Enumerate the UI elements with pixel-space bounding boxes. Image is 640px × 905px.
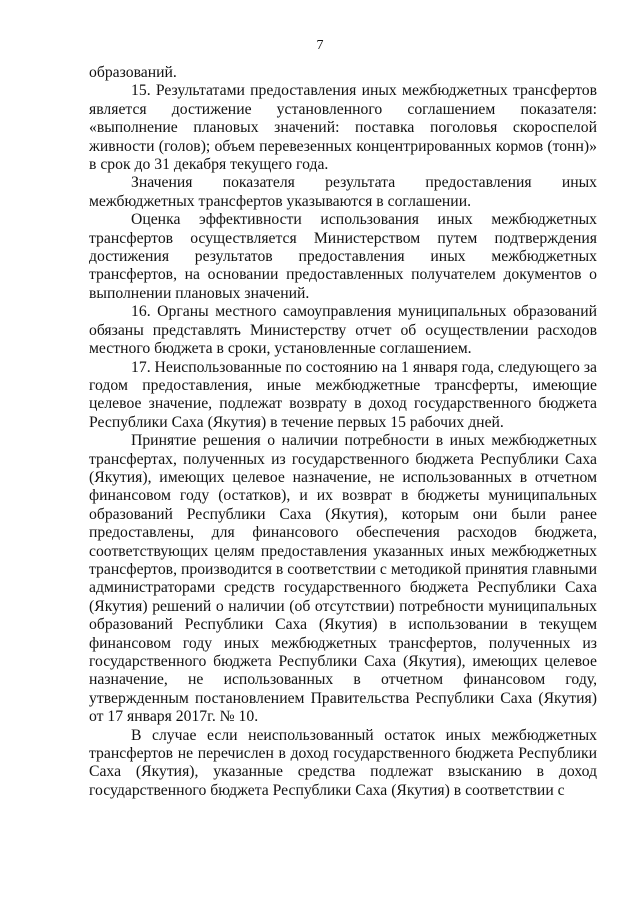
- document-body: [89, 64, 597, 800]
- paragraph-continuation: образований.: [89, 64, 177, 81]
- paragraph-indicator-values: Значения показателя результата предоставления иных межбюджетных трансфертов указываются в соглашении.: [89, 174, 597, 210]
- page-number: 7: [316, 38, 324, 53]
- paragraph-unused-balance: В случае если неиспользованный остаток иных межбюджетных трансфертов не перечислен в доход государственного бюджета Республики Саха (Якутия), указанные средства подлежат взысканию в доход государственного бюджета Республики Саха (Якутия) в соответствии с: [89, 726, 597, 799]
- paragraph-item-17: 17. Неиспользованные по состоянию на 1 января года, следующего за годом предоставления, иные межбюджетные трансферты, имеющие целевое значение, подлежат возврату в доход государственного бюджета Республики Саха (Якутия) в течение первых 15 рабочих дней.: [89, 358, 597, 431]
- paragraph-item-16: 16. Органы местного самоуправления муниципальных образований обязаны представлять Министерству отчет об осуществлении расходов местного бюджета в сроки, установленные соглашением.: [89, 303, 597, 358]
- paragraph-decision-on-need: Принятие решения о наличии потребности в иных межбюджетных трансфертах, полученных из государственного бюджета Республики Саха (Якутия), имеющих целевое назначение, не использованных в отчетном финансовом году (остатков), и их возврат в бюджеты муниципальных образований Республики Саха (Якутия), которым они были ранее предоставлены, для финансового обеспечения расходов бюджета, соответствующих целям предоставления указанных иных межбюджетных трансфертов, производится в соответствии с методикой принятия главными администраторами средств государственного бюджета Республики Саха (Якутия) решений о наличии (об отсутствии) потребности муниципальных образований Республики Саха (Якутия) в использовании в текущем финансовом году иных межбюджетных трансфертов, полученных из государственного бюджета Республики Саха (Якутия), имеющих целевое назначение, не использованных в отчетном финансовом году, утвержденным постановлением Правительства Республики Саха (Якутия) от 17 января 2017г. № 10.: [89, 432, 597, 726]
- paragraph-item-15: 15. Результатами предоставления иных межбюджетных трансфертов является достижение установленного соглашением показателя: «выполнение плановых значений: поставка поголовья скороспелой живности (голов); объем перевезенных концентрированных кормов (тонн)» в срок до 31 декабря текущего года.: [89, 82, 597, 174]
- paragraph-efficiency-assessment: Оценка эффективности использования иных межбюджетных трансфертов осуществляется Министерством путем подтверждения достижения результатов предоставления иных межбюджетных трансфертов, на основании предоставленных получателем документов о выполнении плановых значений.: [89, 211, 597, 302]
